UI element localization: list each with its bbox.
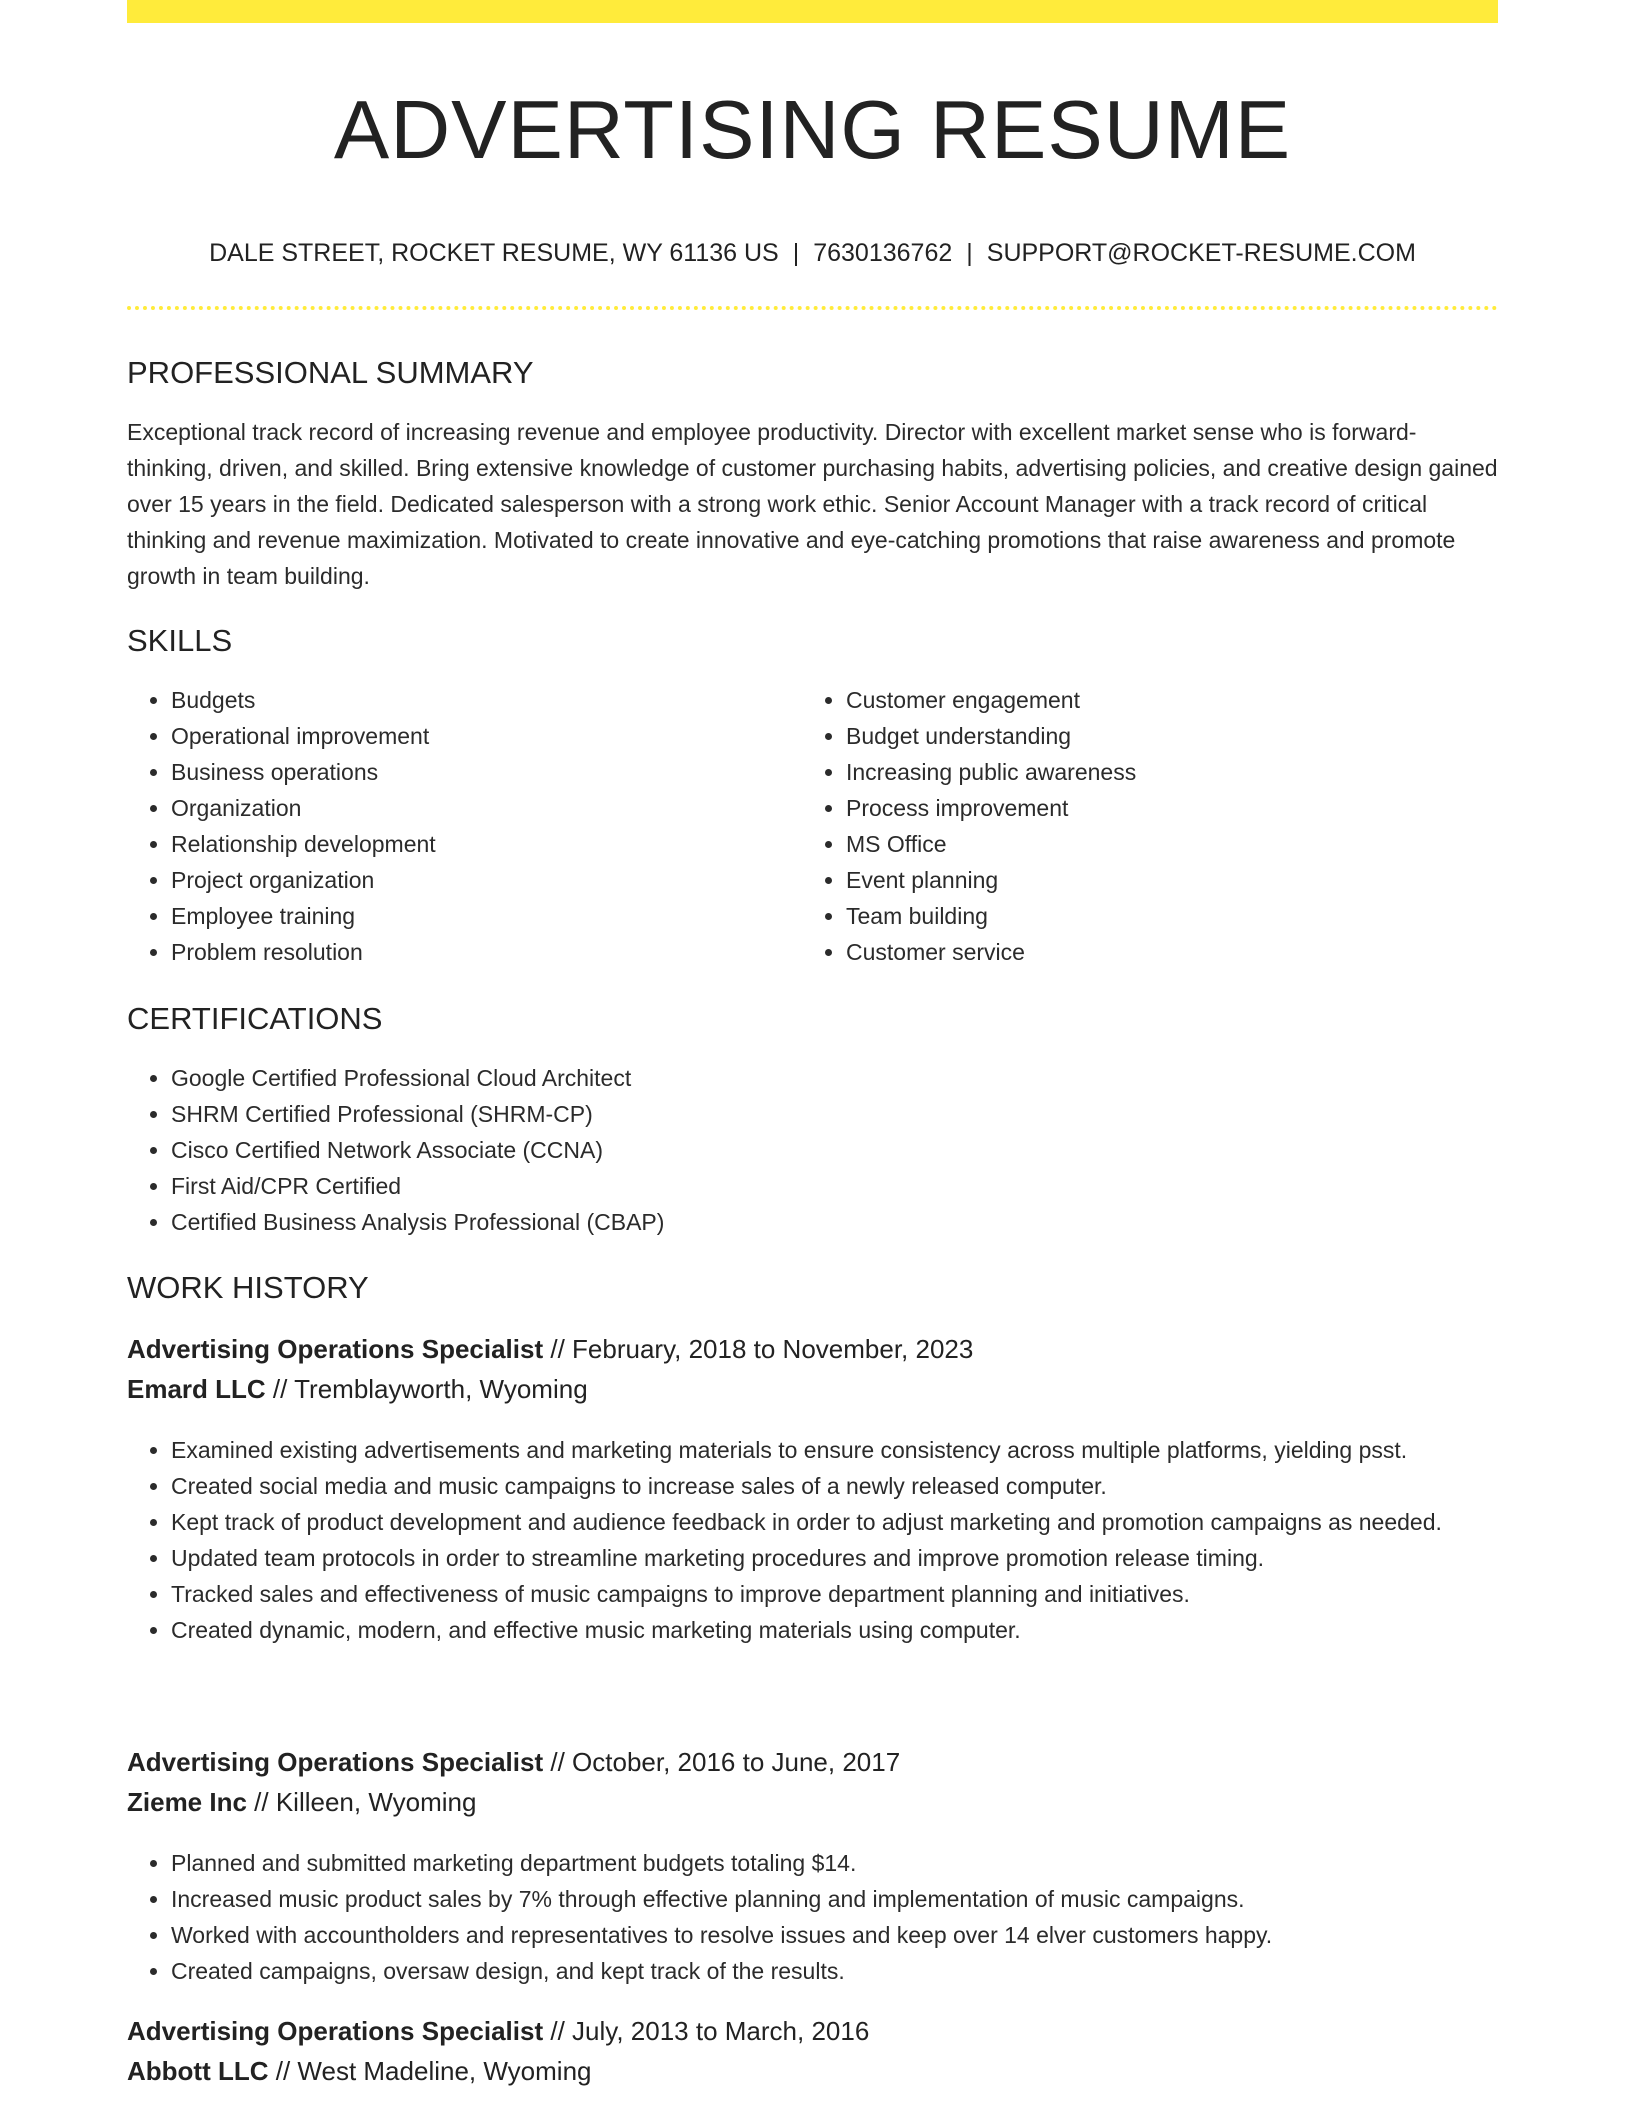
- job-title-line: [127, 2014, 869, 2048]
- job-location: Killeen, Wyoming: [275, 1787, 477, 1817]
- skills-list-left: [127, 682, 811, 970]
- dotted-divider: [127, 306, 1498, 310]
- certifications-list: [127, 1060, 1471, 1240]
- job-bullets: [127, 1845, 1498, 1989]
- skill-item: • Business operations: [171, 754, 811, 790]
- job-company-line: [127, 1372, 588, 1406]
- skill-item: • MS Office: [846, 826, 1486, 862]
- job-company: Emard LLC: [127, 1374, 266, 1404]
- job-bullet: • Kept track of product development and audience feedback in order to adjust marketing and promotion campaigns as needed.: [171, 1504, 1498, 1540]
- job-company: Abbott LLC: [127, 2056, 269, 2086]
- job-bullet: • Created social media and music campaigns to increase sales of a newly released computer.: [171, 1468, 1498, 1504]
- skill-item: • Process improvement: [846, 790, 1486, 826]
- job-bullet: • Examined existing advertisements and marketing materials to ensure consistency across multiple platforms, yielding psst.: [171, 1432, 1498, 1468]
- contact-separator: |: [966, 239, 973, 267]
- job-bullet: • Tracked sales and effectiveness of music campaigns to improve department planning and initiatives.: [171, 1576, 1498, 1612]
- job-dates: October, 2016 to June, 2017: [572, 1747, 901, 1777]
- job-bullet: • Planned and submitted marketing department budgets totaling $14.: [171, 1845, 1498, 1881]
- skill-item: • Team building: [846, 898, 1486, 934]
- top-accent-bar: [127, 0, 1498, 23]
- job-company-line: [127, 1785, 476, 1819]
- job-dates: July, 2013 to March, 2016: [572, 2016, 870, 2046]
- skill-item: • Operational improvement: [171, 718, 811, 754]
- job-separator: //: [543, 1334, 573, 1364]
- job-title: Advertising Operations Specialist: [127, 2016, 544, 2046]
- job-separator: //: [543, 2016, 573, 2046]
- skill-item: • Relationship development: [171, 826, 811, 862]
- job-title-line: [127, 1745, 900, 1779]
- job-location: Tremblayworth, Wyoming: [294, 1374, 588, 1404]
- skill-item: • Project organization: [171, 862, 811, 898]
- job-bullet: • Worked with accountholders and representatives to resolve issues and keep over 14 elver customers happy.: [171, 1917, 1498, 1953]
- certification-item: • Certified Business Analysis Professional (CBAP): [171, 1204, 1471, 1240]
- certification-item: • Cisco Certified Network Associate (CCNA): [171, 1132, 1471, 1168]
- job-location: West Madeline, Wyoming: [297, 2056, 592, 2086]
- skill-item: • Event planning: [846, 862, 1486, 898]
- contact-address: DALE STREET, ROCKET RESUME, WY 61136 US: [209, 239, 779, 267]
- contact-phone: 7630136762: [813, 239, 953, 267]
- job-bullets: [127, 1432, 1498, 1648]
- certifications-heading: CERTIFICATIONS: [127, 1001, 383, 1036]
- skill-item: • Customer service: [846, 934, 1486, 970]
- job-bullet: • Increased music product sales by 7% through effective planning and implementation of music campaigns.: [171, 1881, 1498, 1917]
- skill-item: • Customer engagement: [846, 682, 1486, 718]
- job-separator: //: [246, 1787, 276, 1817]
- skill-item: • Budgets: [171, 682, 811, 718]
- skill-item: • Organization: [171, 790, 811, 826]
- job-title: Advertising Operations Specialist: [127, 1747, 544, 1777]
- summary-text: Exceptional track record of increasing revenue and employee productivity. Director with excellent market sense who is forward-thinking, driven, and skilled. Bring extensive knowledge of customer purchasing habits, advertising policies, and creative design gained over 15 years in the field. Dedicated salesperson with a strong work ethic. Senior Account Manager with a track record of critical thinking and revenue maximization. Motivated to create innovative and eye-catching promotions that raise awareness and promote growth in team building.: [127, 419, 1498, 589]
- skill-item: • Budget understanding: [846, 718, 1486, 754]
- summary-heading: PROFESSIONAL SUMMARY: [127, 355, 534, 390]
- job-dates: February, 2018 to November, 2023: [572, 1334, 974, 1364]
- certification-item: • Google Certified Professional Cloud Architect: [171, 1060, 1471, 1096]
- job-title-line: [127, 1332, 973, 1366]
- job-title: Advertising Operations Specialist: [127, 1334, 544, 1364]
- contact-email[interactable]: SUPPORT@ROCKET-RESUME.COM: [986, 239, 1416, 267]
- job-separator: //: [543, 1747, 573, 1777]
- skills-list-right: [802, 682, 1486, 970]
- job-company-line: [127, 2054, 591, 2088]
- resume-title: ADVERTISING RESUME: [333, 83, 1292, 176]
- certification-item: • First Aid/CPR Certified: [171, 1168, 1471, 1204]
- skill-item: • Employee training: [171, 898, 811, 934]
- contact-separator: |: [792, 239, 800, 267]
- job-separator: //: [268, 2056, 298, 2086]
- job-bullet: • Created dynamic, modern, and effective music marketing materials using computer.: [171, 1612, 1498, 1648]
- skill-item: • Increasing public awareness: [846, 754, 1486, 790]
- certification-item: • SHRM Certified Professional (SHRM-CP): [171, 1096, 1471, 1132]
- job-company: Zieme Inc: [127, 1787, 247, 1817]
- work-history-heading: WORK HISTORY: [127, 1270, 369, 1305]
- job-bullet: • Created campaigns, oversaw design, and kept track of the results.: [171, 1953, 1498, 1989]
- job-separator: //: [265, 1374, 295, 1404]
- job-bullet: • Updated team protocols in order to streamline marketing procedures and improve promotion release timing.: [171, 1540, 1498, 1576]
- skill-item: • Problem resolution: [171, 934, 811, 970]
- skills-heading: SKILLS: [127, 623, 233, 658]
- contact-line: [127, 236, 1498, 270]
